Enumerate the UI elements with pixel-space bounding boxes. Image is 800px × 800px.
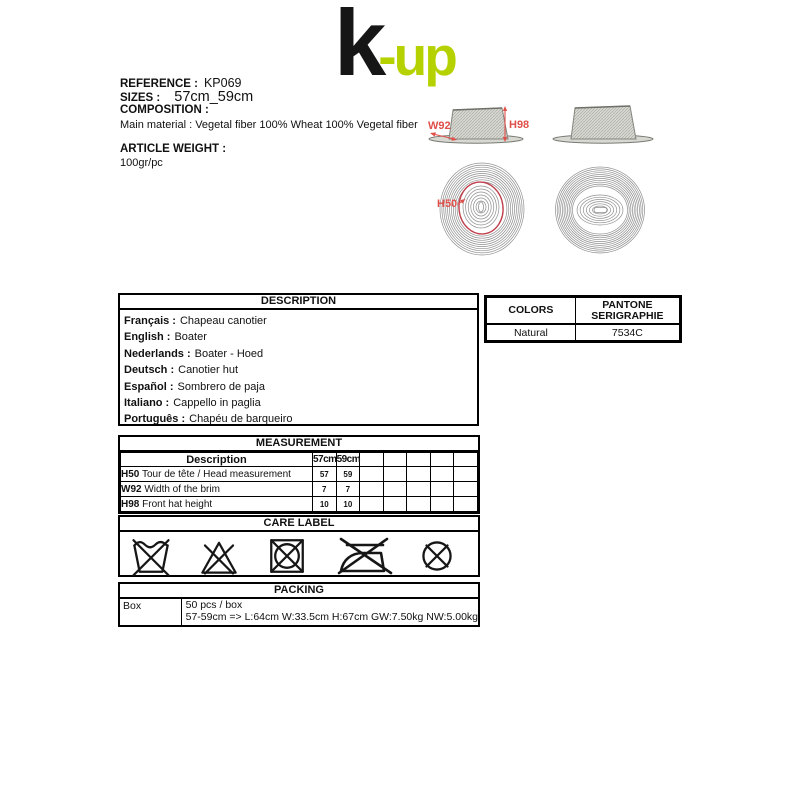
measurement-row-w92: W92 Width of the brim 7 7 bbox=[121, 482, 478, 497]
reference-label: REFERENCE : bbox=[120, 78, 198, 90]
hat-underside-center bbox=[479, 202, 484, 212]
reference-value: KP069 bbox=[203, 76, 242, 90]
hat-crown-inner-rings bbox=[577, 195, 623, 225]
size-header-59: 59cm bbox=[336, 454, 361, 465]
description-row-nederlands: Nederlands : Boater - Hoed bbox=[124, 347, 264, 360]
pantone-header: PANTONE SERIGRAPHIE bbox=[575, 298, 679, 325]
dim-label-h50: H50 bbox=[437, 198, 458, 210]
hat-top-view-crown bbox=[556, 167, 645, 253]
hat-crown-center bbox=[594, 208, 607, 213]
do-not-tumble-dry-icon bbox=[266, 535, 308, 577]
measurement-table bbox=[118, 435, 480, 514]
colors-table bbox=[484, 295, 682, 343]
colors-row bbox=[487, 324, 680, 341]
dimension-h50 bbox=[437, 180, 506, 237]
pantone-code: 7534C bbox=[575, 324, 679, 341]
packing-table bbox=[118, 582, 480, 627]
description-row-deutsch: Deutsch : Canotier hut bbox=[124, 364, 239, 377]
colors-header: COLORS bbox=[487, 298, 576, 325]
article-weight-label: ARTICLE WEIGHT : bbox=[120, 143, 227, 155]
measurement-description-header: Description bbox=[121, 453, 313, 467]
packing-line-1: 50 pcs / box bbox=[185, 599, 243, 611]
composition-label: COMPOSITION : bbox=[120, 104, 209, 116]
measurement-title: MEASUREMENT bbox=[120, 437, 478, 452]
article-weight-value: 100gr/pc bbox=[120, 157, 163, 169]
logo-letter-k: k bbox=[334, 0, 382, 95]
dim-label-w92: W92 bbox=[428, 120, 451, 132]
description-title: DESCRIPTION bbox=[120, 295, 477, 310]
packing-title: PACKING bbox=[120, 584, 478, 599]
do-not-wash-icon bbox=[130, 535, 172, 577]
brand-logo bbox=[334, 0, 455, 95]
do-not-bleach-icon bbox=[198, 535, 240, 577]
description-row-francais: Français : Chapeau canotier bbox=[124, 315, 267, 327]
description-table bbox=[118, 293, 479, 426]
measurement-header-row bbox=[121, 453, 478, 467]
packing-line-2: 57-59cm => L:64cm W:33.5cm H:67cm GW:7.50kg NW:5.00kg bbox=[185, 610, 478, 623]
description-row-italiano: Italiano : Cappello in paglia bbox=[124, 396, 261, 409]
color-name: Natural bbox=[487, 324, 576, 341]
hat-underside-inner-rings bbox=[463, 186, 499, 228]
logo-suffix-up: -up bbox=[378, 25, 455, 87]
description-row-english: English : Boater bbox=[124, 331, 207, 344]
size-header-57: 57cm bbox=[313, 454, 337, 465]
description-row-portugues: Português : Chapéu de barqueiro bbox=[124, 413, 293, 426]
hat-side-view-right bbox=[553, 106, 653, 143]
packing-box-label: Box bbox=[120, 599, 182, 625]
packing-details bbox=[182, 599, 478, 625]
description-row-espanol: Español : Sombrero de paja bbox=[124, 380, 265, 393]
do-not-dry-clean-icon bbox=[416, 535, 458, 577]
hat-diagrams bbox=[425, 95, 665, 265]
care-label-title: CARE LABEL bbox=[120, 517, 478, 532]
measurement-row-h98: H98 Front hat height 10 10 bbox=[121, 497, 478, 512]
sizes-value: 57cm_59cm bbox=[174, 89, 254, 105]
do-not-iron-icon bbox=[336, 535, 398, 577]
sizes-label: SIZES : bbox=[120, 92, 161, 104]
care-label-section bbox=[118, 515, 480, 577]
dim-label-h98: H98 bbox=[509, 119, 530, 131]
measurement-row-h50: H50 Tour de tête / Head measurement 57 59 bbox=[121, 467, 478, 482]
composition-value: Main material : Vegetal fiber 100% Wheat 100% Vegetal fiber bbox=[120, 119, 418, 131]
